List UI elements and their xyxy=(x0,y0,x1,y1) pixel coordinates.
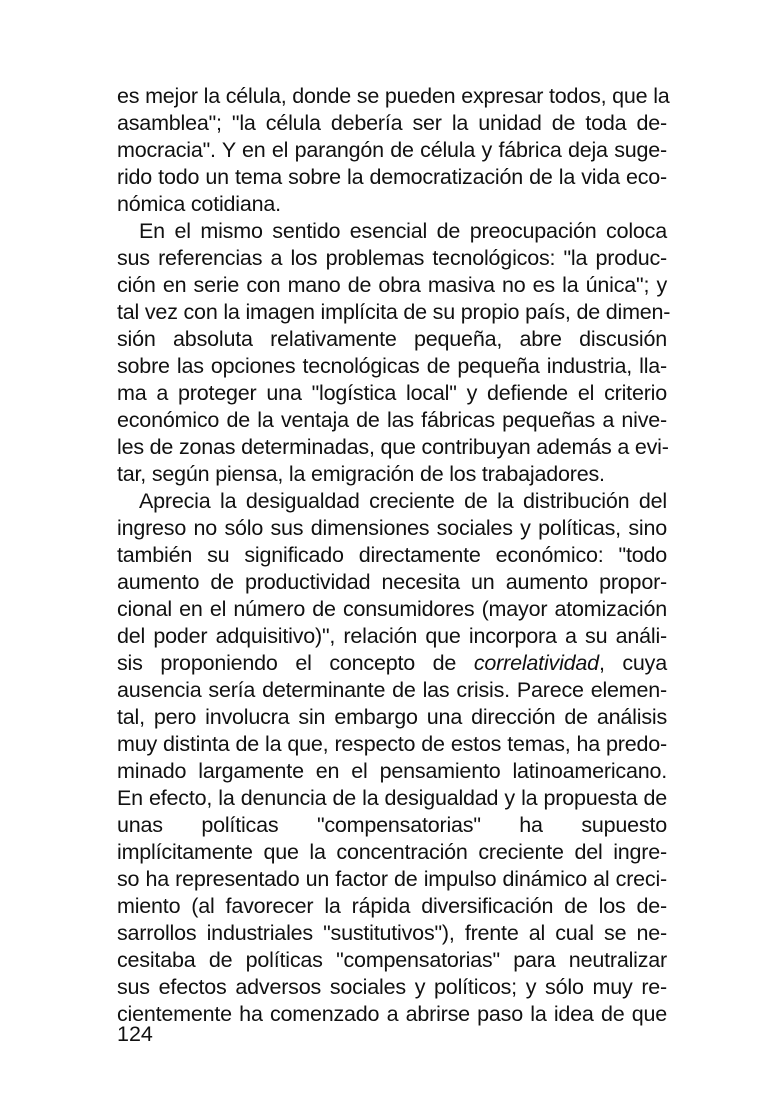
text-line: ción en serie con mano de obra masiva no es la única"; y xyxy=(117,273,667,297)
text-line: aumento de productividad necesita un aumento propor- xyxy=(117,570,667,594)
text-line: sarrollos industriales "sustitutivos"), frente al cual se ne- xyxy=(117,921,667,945)
text-line: sión absoluta relativamente pequeña, abre discusión xyxy=(117,327,667,351)
text-line: es mejor la célula, donde se pueden expresar todos, que la xyxy=(117,84,670,108)
text-line: ausencia sería determinante de las crisis. Parece elemen- xyxy=(117,678,667,702)
text-line: ingreso no sólo sus dimensiones sociales y políticas, sino xyxy=(117,516,667,540)
text-line: so ha representado un factor de impulso dinámico al creci- xyxy=(117,867,667,891)
text-line: cesitaba de políticas "compensatorias" para neutralizar xyxy=(117,948,667,972)
text-segment: sis proponiendo el concepto de xyxy=(117,651,474,675)
text-line: también su significado directamente económico: "todo xyxy=(117,543,667,567)
text-line: del poder adquisitivo)", relación que incorpora a su análi- xyxy=(117,624,667,648)
text-line: rido todo un tema sobre la democratización de la vida eco- xyxy=(117,165,667,189)
text-line: cional en el número de consumidores (mayor atomización xyxy=(117,597,667,621)
text-line: minado largamente en el pensamiento latinoamericano. xyxy=(117,759,667,783)
paragraph-first-line: En el mismo sentido esencial de preocupación coloca xyxy=(139,219,667,243)
text-line: tal vez con la imagen implícita de su propio país, de dimen- xyxy=(117,300,671,324)
text-line: miento (al favorecer la rápida diversificación de los de- xyxy=(117,894,667,918)
text-line: tal, pero involucra sin embargo una dirección de análisis xyxy=(117,705,667,729)
text-line: cientemente ha comenzado a abrirse paso la idea de que xyxy=(117,1002,667,1026)
text-line: unas políticas "compensatorias" ha supuesto xyxy=(117,813,667,837)
text-line: sobre las opciones tecnológicas de pequeña industria, lla- xyxy=(117,354,667,378)
text-line: asamblea"; "la célula debería ser la unidad de toda de- xyxy=(117,111,667,135)
text-line: muy distinta de la que, respecto de estos temas, ha predo- xyxy=(117,732,667,756)
text-line: ma a proteger una "logística local" y defiende el criterio xyxy=(117,381,667,405)
italic-term: correlatividad xyxy=(473,651,599,675)
text-line: sus efectos adversos sociales y políticos; y sólo muy re- xyxy=(117,975,667,999)
text-line: sus referencias a los problemas tecnológicos: "la produc- xyxy=(117,246,667,270)
text-line xyxy=(117,650,667,677)
text-line: nómica cotidiana. xyxy=(117,192,281,216)
text-line: implícitamente que la concentración creciente del ingre- xyxy=(117,840,667,864)
text-line: tar, según piensa, la emigración de los trabajadores. xyxy=(117,462,605,486)
text-line: les de zonas determinadas, que contribuyan además a evi- xyxy=(117,435,669,459)
paragraph-first-line: Aprecia la desigualdad creciente de la distribución del xyxy=(139,489,667,513)
page-number: 124 xyxy=(117,1022,153,1046)
text-segment: , cuya xyxy=(598,651,667,675)
text-line: económico de la ventaja de las fábricas pequeñas a nive- xyxy=(117,408,667,432)
body-text xyxy=(117,83,671,1028)
text-line: mocracia". Y en el parangón de célula y fábrica deja suge- xyxy=(117,138,667,162)
text-line: En efecto, la denuncia de la desigualdad y la propuesta de xyxy=(117,786,667,810)
